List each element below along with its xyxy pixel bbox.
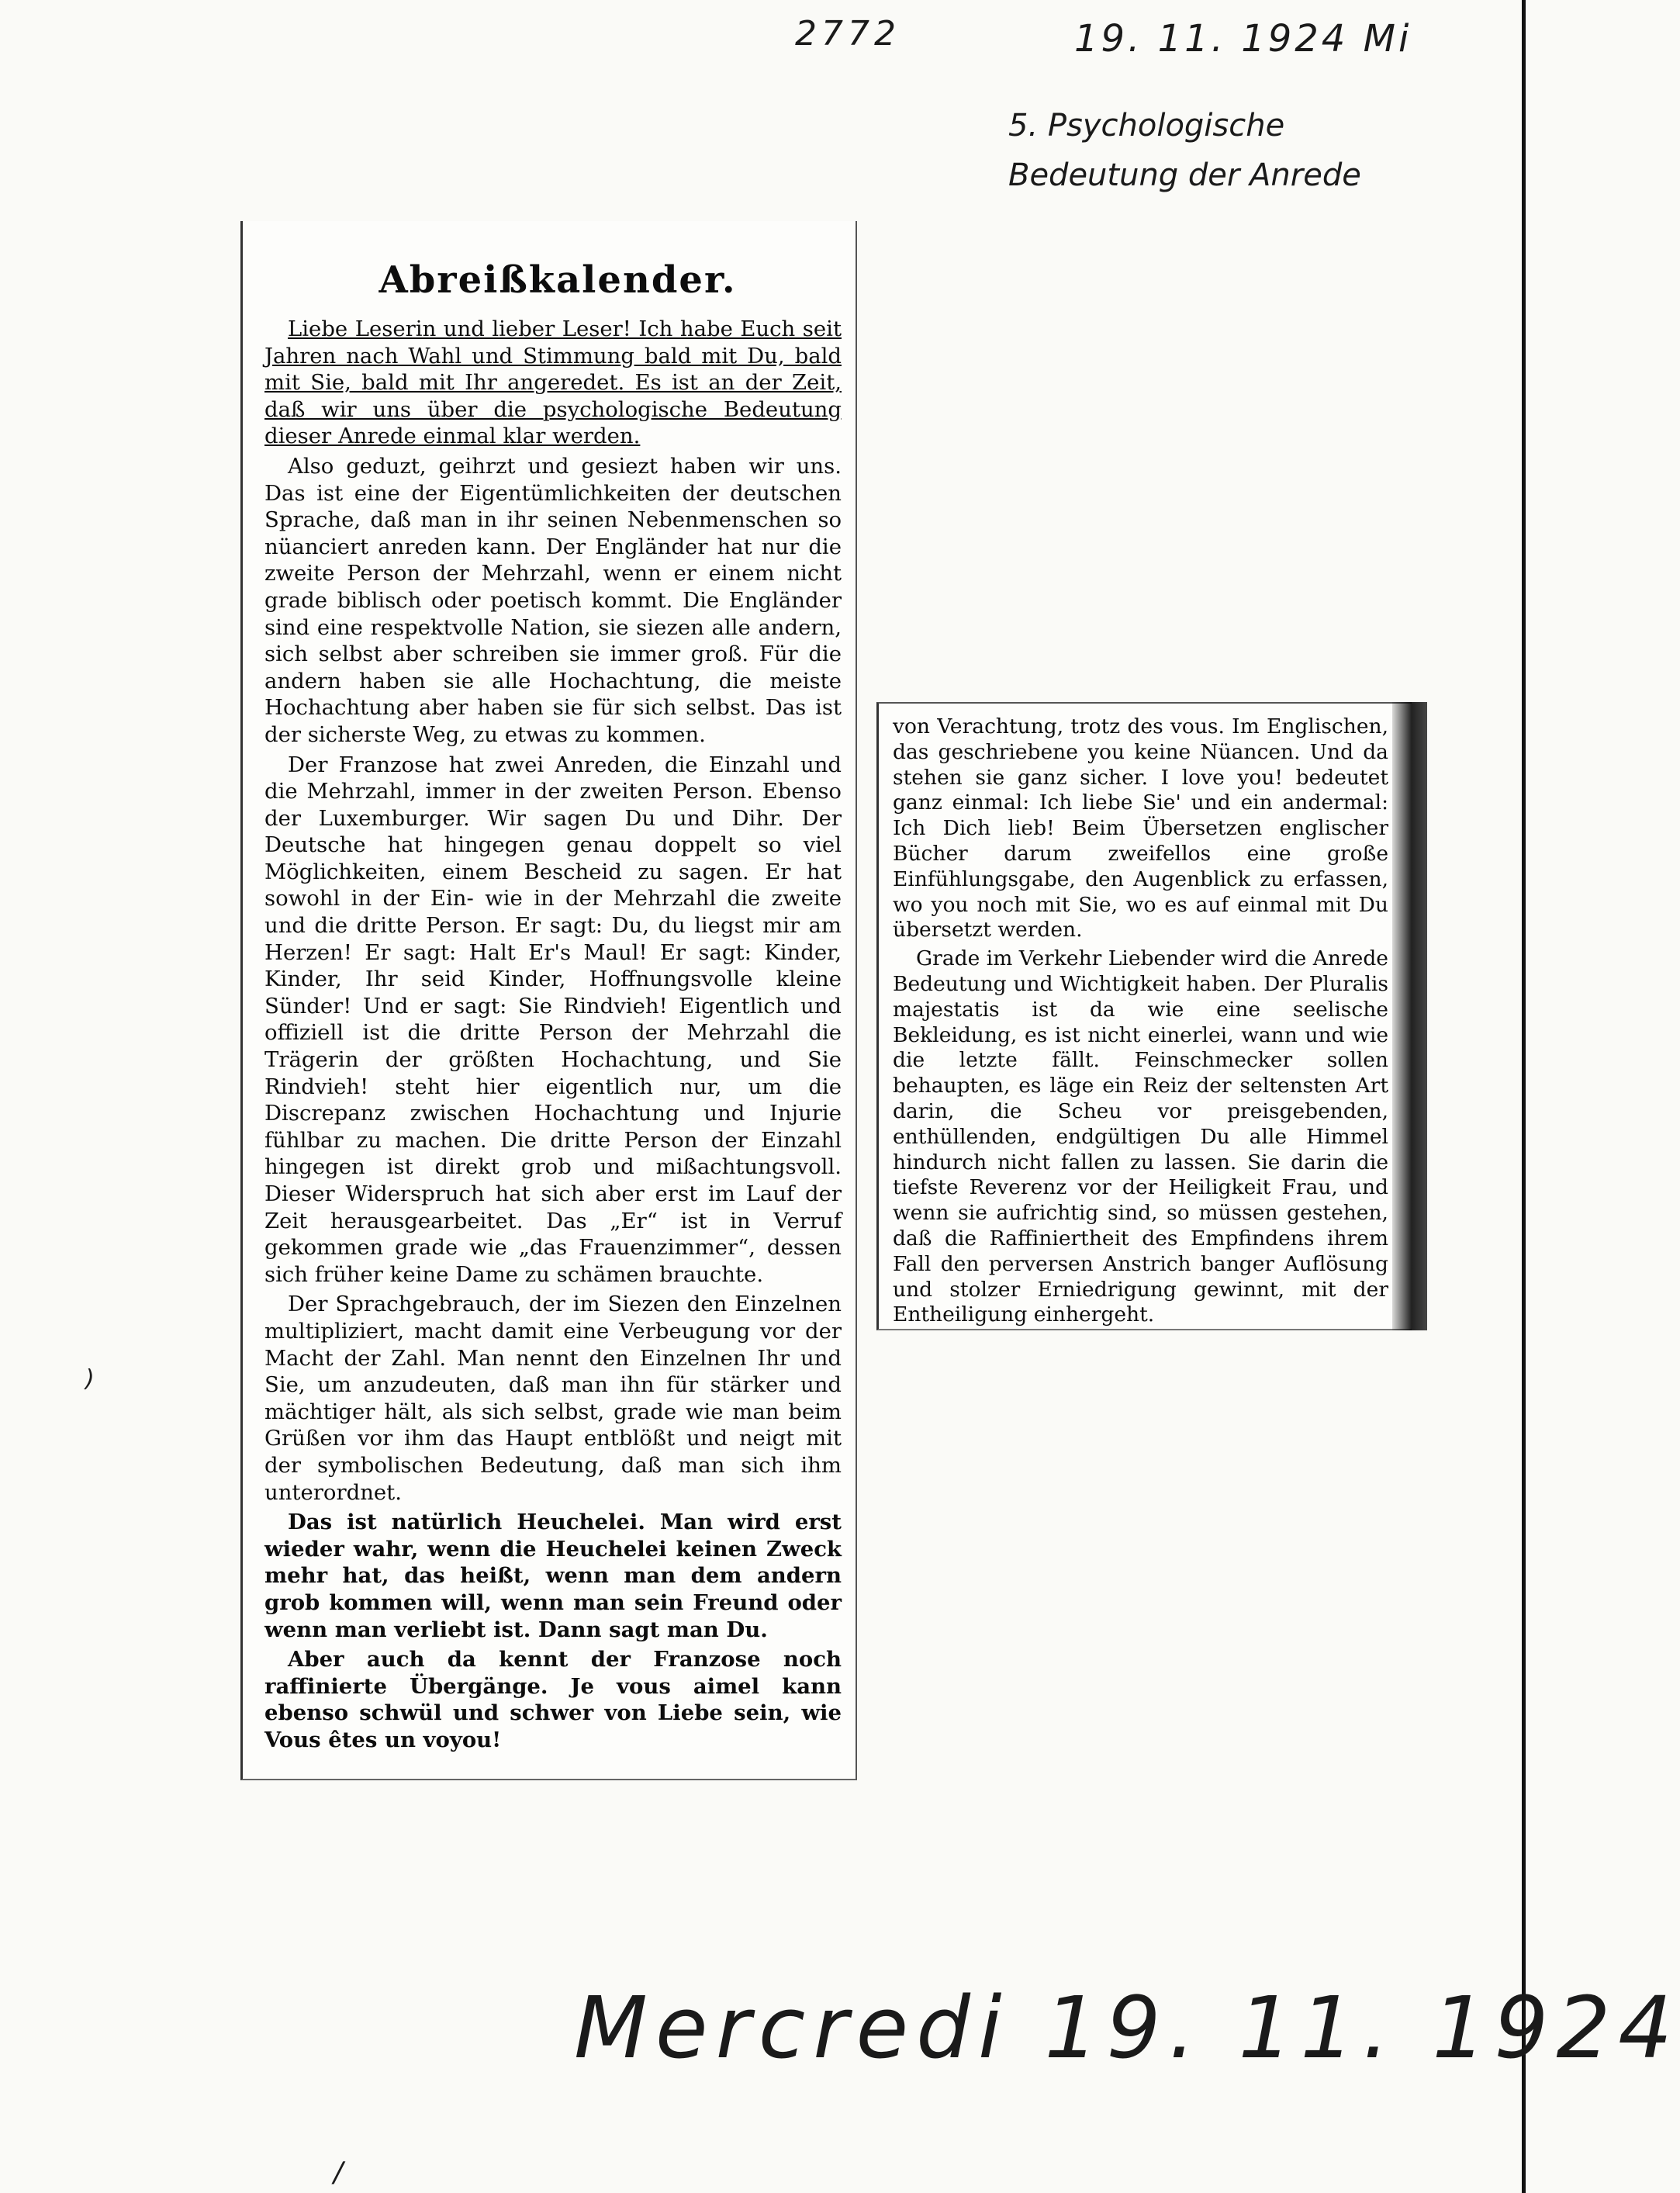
scan-shadow: [1392, 702, 1427, 1330]
article-paragraph: Der Franzose hat zwei Anreden, die Einzahl und die Mehrzahl, immer in der zweiten Person. Ebenso der Luxemburger. Wir sagen Du und Dihr. Der Deutsche hat hingegen genau doppelt so viel Möglichkeiten, einem Bescheid zu sagen. Er hat sowohl in der Ein- wie in der Mehrzahl die zweite und die dritte Person. Er sagt: Du, du liegst mir am Herzen! Er sagt: Halt Er's Maul! Er sagt: Kinder, Kinder, Ihr seid Kinder, Hoffnungsvolle kleine Sünder! Und er sagt: Sie Rindvieh! Eigentlich und offiziell ist die dritte Person der Mehrzahl die Trägerin der größten Hochachtung, und Sie Rindvieh! steht hier eigentlich nur, um die Discrepanz zwischen Hochachtung und Injurie fühlbar zu machen. Die dritte Person der Einzahl hingegen ist direkt grob und mißachtungsvoll. Dieser Widerspruch hat sich aber erst im Lauf der Zeit herausgearbeitet. Das „Er“ ist in Verruf gekommen grade wie „das Frauenzimmer“, dessen sich früher keine Dame zu schämen brauchte.: [264, 752, 842, 1287]
margin-mark: ): [85, 1365, 95, 1392]
handwritten-date-top: 19. 11. 1924 Mi: [1074, 17, 1412, 61]
archive-number: 2772: [795, 14, 900, 54]
article-paragraph: Also geduzt, geihrzt und gesiezt haben wir uns. Das ist eine der Eigentümlichkeiten der deutschen Sprache, daß man in ihr seinen Nebenmenschen so nüanciert anreden kann. Der Engländer hat nur die zweite Person der Mehrzahl, wenn er einem nicht grade biblisch oder poetisch kommt. Die Engländer sind eine respektvolle Nation, sie siezen alle andern, sich selbst aber schreiben sie immer groß. Für die andern haben sie alle Hochachtung, die meiste Hochachtung aber haben sie für sich selbst. Das ist der sicherste Weg, zu etwas zu kommen.: [264, 453, 842, 747]
margin-mark: /: [334, 2157, 344, 2188]
article-paragraph: Das ist natürlich Heuchelei. Man wird erst wieder wahr, wenn die Heuchelei keinen Zweck mehr hat, das heißt, wenn man dem andern grob kommen will, wenn man sein Freund oder wenn man verliebt ist. Dann sagt man Du.: [264, 1510, 842, 1642]
article-paragraph: Grade im Verkehr Liebender wird die Anrede Bedeutung und Wichtigkeit haben. Der Pluralis majestatis ist da wie eine seelische Bekleidung, es ist nicht einerlei, wann und wie die letzte fällt. Feinschmecker sollen behaupten, es läge ein Reiz der seltensten Art darin, die Scheu vor preisgebenden, enthüllenden, endgültigen Du alle Himmel hindurch nicht fallen zu lassen. Sie darin die tiefste Reverenz vor der Heiligkeit Frau, und wenn sie aufrichtig sind, so müssen gestehen, daß die Raffiniertheit des Empfindens ihrem Fall den perversen Anstrich banger Auflösung und stolzer Erniedrigung gewinnt, mit der Entheiligung einhergeht.: [893, 946, 1388, 1327]
handwritten-topic-note: 5. Psychologische Bedeutung der Anrede: [1008, 108, 1361, 193]
article-paragraph: Der Sprachgebrauch, der im Siezen den Einzelnen multipliziert, macht damit eine Verbeugung vor der Macht der Zahl. Man nennt den Einzelnen Ihr und Sie, um anzudeuten, daß man ihn für stärker und mächtiger hält, als sich selbst, grade wie man beim Grüßen vor ihm das Haupt entblößt und neigt mit der symbolischen Bedeutung, daß man sich ihm unterordnet.: [264, 1292, 842, 1505]
article-paragraph: von Verachtung, trotz des vous. Im Englischen, das geschriebene you keine Nüancen. Und da stehen sie ganz sicher. I love you! bedeutet ganz einmal: Ich liebe Sie' und ein andermal: Ich Dich lieb! Beim Übersetzen englischer Bücher darum zweifellos eine große Einfühlungsgabe, den Augenblick zu erfassen, wo you noch mit Sie, wo es auf einmal mit Du übersetzt werden.: [893, 714, 1388, 943]
article-right-column: [876, 702, 1412, 1330]
article-headline: Abreißkalender.: [379, 258, 737, 302]
article-paragraph: Aber auch da kennt der Franzose noch raffinierte Übergänge. Je vous aimel kann ebenso schwül und schwer von Liebe sein, wie Vous êtes un voyou!: [264, 1647, 842, 1752]
page-edge-line: [1522, 0, 1526, 2193]
handwritten-date-bottom: Mercredi 19. 11. 1924: [574, 1978, 1680, 2077]
article-paragraph: Liebe Leserin und lieber Leser! Ich habe Euch seit Jahren nach Wahl und Stimmung bald mit Du, bald mit Sie, bald mit Ihr angeredet. Es ist an der Zeit, daß wir uns über die psychologische Bedeutung dieser Anrede einmal klar werden.: [264, 316, 842, 449]
article-left-column: [240, 221, 857, 1780]
